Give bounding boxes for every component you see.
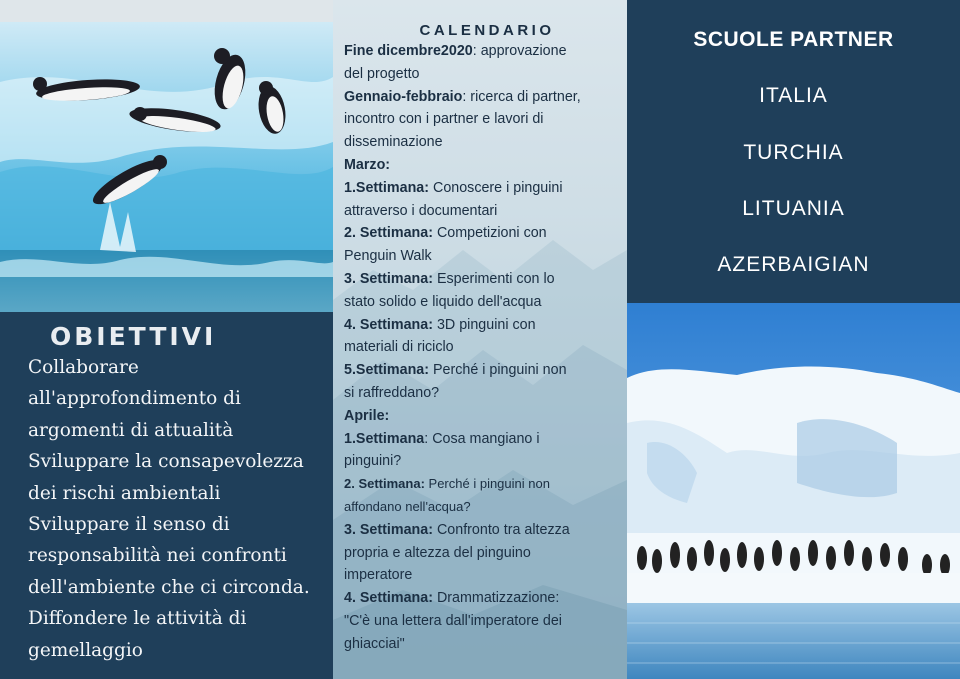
calendar-line bbox=[344, 131, 624, 154]
calendar-line bbox=[344, 314, 624, 337]
obiettivi-line: responsabilità nei confronti bbox=[28, 545, 287, 567]
calendar-title: CALENDARIO bbox=[419, 22, 555, 39]
partners-panel bbox=[627, 0, 960, 303]
calendar-line-heading: 1.Settimana bbox=[344, 430, 425, 447]
calendar-line bbox=[344, 291, 624, 314]
calendar-line-text: pinguini? bbox=[344, 453, 402, 470]
calendar-line-heading: Fine dicembre2020 bbox=[344, 43, 473, 59]
calendar-line bbox=[344, 587, 624, 610]
calendar-line-text: : Cosa mangiano i bbox=[424, 430, 540, 447]
calendar-line-text: ghiacciai" bbox=[344, 635, 405, 652]
calendar-line-heading: 4. Settimana: bbox=[344, 316, 433, 333]
calendar-line-heading: Gennaio-febbraio bbox=[344, 88, 463, 105]
calendar-line bbox=[344, 177, 624, 200]
obiettivi-line: dei rischi ambientali bbox=[28, 482, 221, 504]
obiettivi-line: Collaborare bbox=[28, 357, 139, 378]
calendar-line-text: Perché i pinguini non bbox=[429, 362, 567, 379]
calendar-line bbox=[344, 496, 624, 519]
calendar-line-text: imperatore bbox=[344, 567, 413, 584]
partners-title: SCUOLE PARTNER bbox=[693, 28, 894, 51]
calendar-line bbox=[344, 108, 624, 131]
calendar-line-heading: Aprile: bbox=[344, 407, 390, 424]
calendar-line-text: disseminazione bbox=[344, 134, 443, 151]
calendar-line-text: incontro con i partner e lavori di bbox=[344, 111, 544, 128]
iceberg-penguins-photo bbox=[627, 303, 960, 679]
calendar-line-text: Penguin Walk bbox=[344, 248, 432, 265]
calendar-line bbox=[344, 564, 624, 587]
obiettivi-line: Sviluppare la consapevolezza bbox=[28, 451, 304, 473]
obiettivi-line: all'approfondimento di bbox=[28, 388, 241, 410]
calendar-line-heading: 3. Settimana: bbox=[344, 270, 433, 287]
calendar-line-text: Conoscere i pinguini bbox=[429, 179, 563, 196]
calendar-line bbox=[344, 200, 624, 223]
calendar-line-text: stato solido e liquido dell'acqua bbox=[344, 293, 542, 310]
calendar-line bbox=[344, 405, 624, 428]
calendar-line-text: Confronto tra altezza bbox=[433, 521, 570, 538]
calendar-line bbox=[344, 40, 624, 63]
calendar-line bbox=[344, 610, 624, 633]
calendar-line-heading: 3. Settimana: bbox=[344, 521, 433, 538]
iceberg-illustration bbox=[627, 303, 960, 679]
obiettivi-title: OBIETTIVI bbox=[50, 322, 217, 351]
calendar-column bbox=[333, 0, 627, 679]
calendar-line bbox=[344, 222, 624, 245]
calendar-line bbox=[344, 245, 624, 268]
calendar-line bbox=[344, 86, 624, 109]
calendar-line bbox=[344, 473, 624, 496]
partner-country: AZERBAIGIAN bbox=[717, 253, 870, 276]
calendar-line bbox=[344, 268, 624, 291]
partner-country: TURCHIA bbox=[743, 141, 844, 164]
calendar-line-text: attraverso i documentari bbox=[344, 202, 498, 219]
calendar-line-text: materiali di riciclo bbox=[344, 339, 454, 356]
partner-country: ITALIA bbox=[759, 84, 828, 107]
calendar-line bbox=[344, 382, 624, 405]
calendar-line-heading: 1.Settimana: bbox=[344, 179, 430, 196]
calendar-line-text: Drammatizzazione: bbox=[433, 590, 560, 607]
calendar-line-text: del progetto bbox=[344, 65, 420, 82]
calendar-line-text: si raffreddano? bbox=[344, 384, 440, 401]
obiettivi-line: argomenti di attualità bbox=[28, 419, 234, 441]
partner-country: LITUANIA bbox=[742, 197, 845, 220]
calendar-line-text: Perché i pinguini non bbox=[424, 476, 550, 492]
calendar-line-heading: 5.Settimana: bbox=[344, 362, 430, 379]
calendar-line-heading: Marzo: bbox=[344, 156, 391, 173]
calendar-line-heading: 4. Settimana: bbox=[344, 590, 433, 607]
calendar-line bbox=[344, 336, 624, 359]
calendar-line-text: Esperimenti con lo bbox=[433, 270, 555, 287]
obiettivi-line: Sviluppare il senso di bbox=[28, 514, 230, 536]
calendar-line-text: affondano nell'acqua? bbox=[344, 498, 471, 514]
calendar-line bbox=[344, 428, 624, 451]
calendar-line-heading: 2. Settimana: bbox=[344, 225, 433, 242]
calendar-line-text: propria e altezza del pinguino bbox=[344, 544, 531, 561]
calendar-line-text: "C'è una lettera dall'imperatore dei bbox=[344, 612, 562, 629]
obiettivi-panel bbox=[0, 312, 333, 679]
calendar-line-heading: 2. Settimana: bbox=[344, 476, 425, 492]
calendar-line bbox=[344, 154, 624, 177]
calendar-line bbox=[344, 633, 624, 656]
calendar-line bbox=[344, 450, 624, 473]
calendar-line bbox=[344, 519, 624, 542]
calendar-line-text: Competizioni con bbox=[433, 225, 547, 242]
obiettivi-line: dell'ambiente che ci circonda. bbox=[28, 576, 310, 598]
calendar-line bbox=[344, 359, 624, 382]
calendar-line bbox=[344, 542, 624, 565]
calendar-line-text: : approvazione bbox=[472, 43, 567, 59]
calendar-line-text: 3D pinguini con bbox=[433, 316, 536, 333]
penguins-jumping-photo bbox=[0, 22, 333, 312]
calendar-line-text: : ricerca di partner, bbox=[462, 88, 581, 105]
obiettivi-line: gemellaggio bbox=[28, 639, 143, 661]
calendar-list bbox=[344, 40, 624, 656]
penguins-jumping-illustration bbox=[0, 22, 333, 312]
obiettivi-line: Diffondere le attività di bbox=[28, 608, 247, 630]
obiettivi-text bbox=[28, 352, 328, 666]
calendar-line bbox=[344, 63, 624, 86]
